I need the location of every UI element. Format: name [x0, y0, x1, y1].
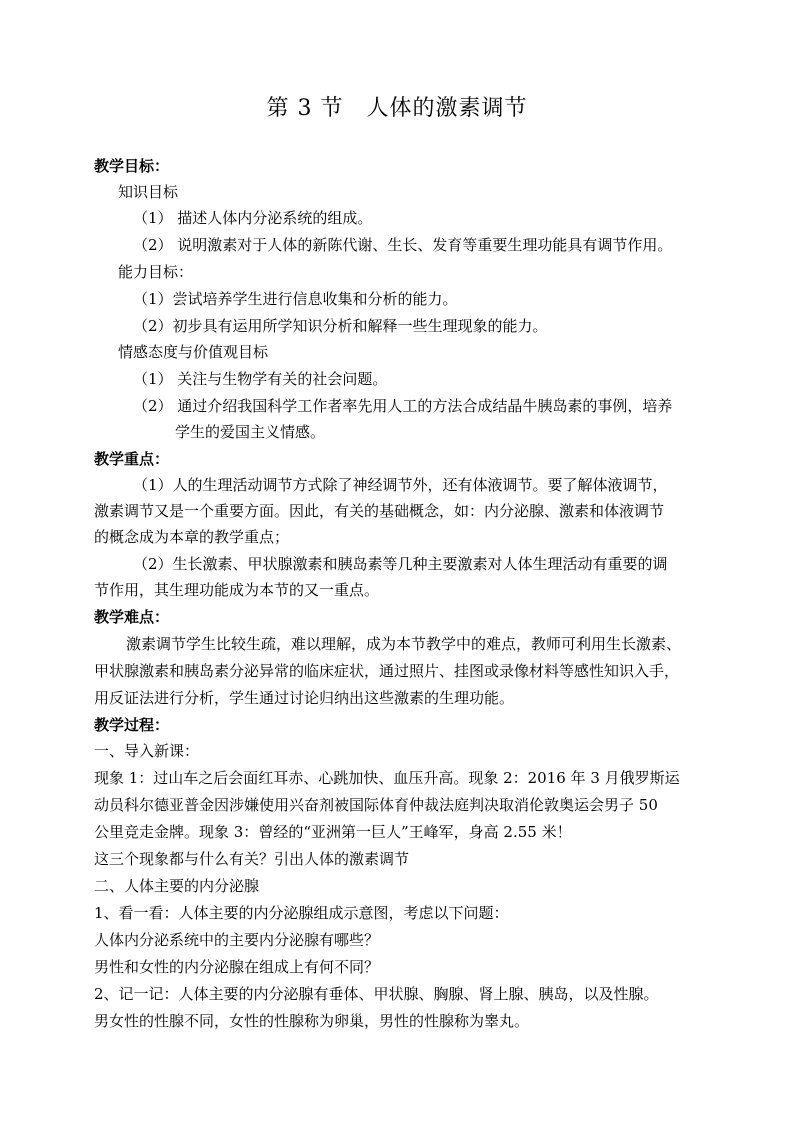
process-line: 男女性的性腺不同，女性的性腺称为卵巢，男性的性腺称为睾丸。 — [94, 1012, 530, 1030]
emotion-item-1: （1） 关注与生物学有关的社会问题。 — [133, 370, 388, 388]
process-heading: 教学过程： — [94, 716, 170, 734]
ability-item-2: （2）初步具有运用所学知识分析和解释一些生理现象的能力。 — [133, 317, 548, 335]
knowledge-item-1: （1） 描述人体内分泌系统的组成。 — [133, 209, 373, 227]
knowledge-objective-label: 知识目标 — [118, 183, 179, 201]
key-points-line: 节作用，其生理功能成为本节的又一重点。 — [94, 581, 380, 599]
process-line: 一、导入新课： — [94, 742, 200, 760]
ability-item-1: （1）尝试培养学生进行信息收集和分析的能力。 — [133, 290, 458, 308]
key-points-line: 的概念成为本章的教学重点； — [94, 528, 290, 546]
difficulties-line: 用反证法进行分析，学生通过讨论归纳出这些激素的生理功能。 — [94, 689, 515, 707]
process-line: 公里竞走金牌。现象 3：曾经的“亚洲第一巨人”王峰军，身高 2.55 米！ — [94, 823, 572, 841]
process-line: 男性和女性的内分泌腺在组成上有何不同？ — [94, 958, 380, 976]
process-line: 动员科尔德亚普金因涉嫌使用兴奋剂被国际体育仲裁法庭判决取消伦敦奥运会男子 50 — [94, 796, 658, 814]
process-line: 人体内分泌系统中的主要内分泌腺有哪些？ — [94, 931, 380, 949]
objectives-heading: 教学目标： — [94, 157, 170, 175]
emotion-objective-label: 情感态度与价值观目标 — [118, 343, 269, 361]
process-line: 这三个现象都与什么有关？引出人体的激素调节 — [94, 850, 410, 868]
emotion-item-2-continued: 学生的爱国主义情感。 — [175, 423, 326, 441]
key-points-line: （2）生长激素、甲状腺激素和胰岛素等几种主要激素对人体生理活动有重要的调 — [133, 555, 668, 573]
emotion-item-2: （2） 通过介绍我国科学工作者率先用人工的方法合成结晶牛胰岛素的事例，培养 — [133, 397, 673, 415]
process-line: 二、人体主要的内分泌腺 — [94, 877, 260, 895]
key-points-heading: 教学重点： — [94, 450, 170, 468]
key-points-line: （1）人的生理活动调节方式除了神经调节外，还有体液调节。要了解体液调节， — [133, 476, 668, 494]
difficulties-line: 甲状腺激素和胰岛素分泌异常的临床症状，通过照片、挂图或录像材料等感性知识入手， — [94, 662, 680, 680]
difficulties-heading: 教学难点： — [94, 608, 170, 626]
process-line: 2、记一记：人体主要的内分泌腺有垂体、甲状腺、胸腺、肾上腺、胰岛，以及性腺。 — [94, 985, 659, 1003]
key-points-line: 激素调节又是一个重要方面。因此，有关的基础概念，如：内分泌腺、激素和体液调节 — [94, 502, 665, 520]
difficulties-line: 激素调节学生比较生疏，难以理解，成为本节教学中的难点，教师可利用生长激素、 — [126, 635, 682, 653]
process-line: 现象 1：过山车之后会面红耳赤、心跳加快、血压升高。现象 2：2016 年 3 月俄罗斯运 — [94, 769, 680, 787]
process-line: 1、看一看：人体主要的内分泌腺组成示意图，考虑以下问题： — [94, 904, 509, 922]
page-title: 第 3 节 人体的激素调节 — [266, 96, 528, 121]
knowledge-item-2: （2） 说明激素对于人体的新陈代谢、生长、发育等重要生理功能具有调节作用。 — [133, 236, 673, 254]
ability-objective-label: 能力目标： — [118, 263, 194, 281]
